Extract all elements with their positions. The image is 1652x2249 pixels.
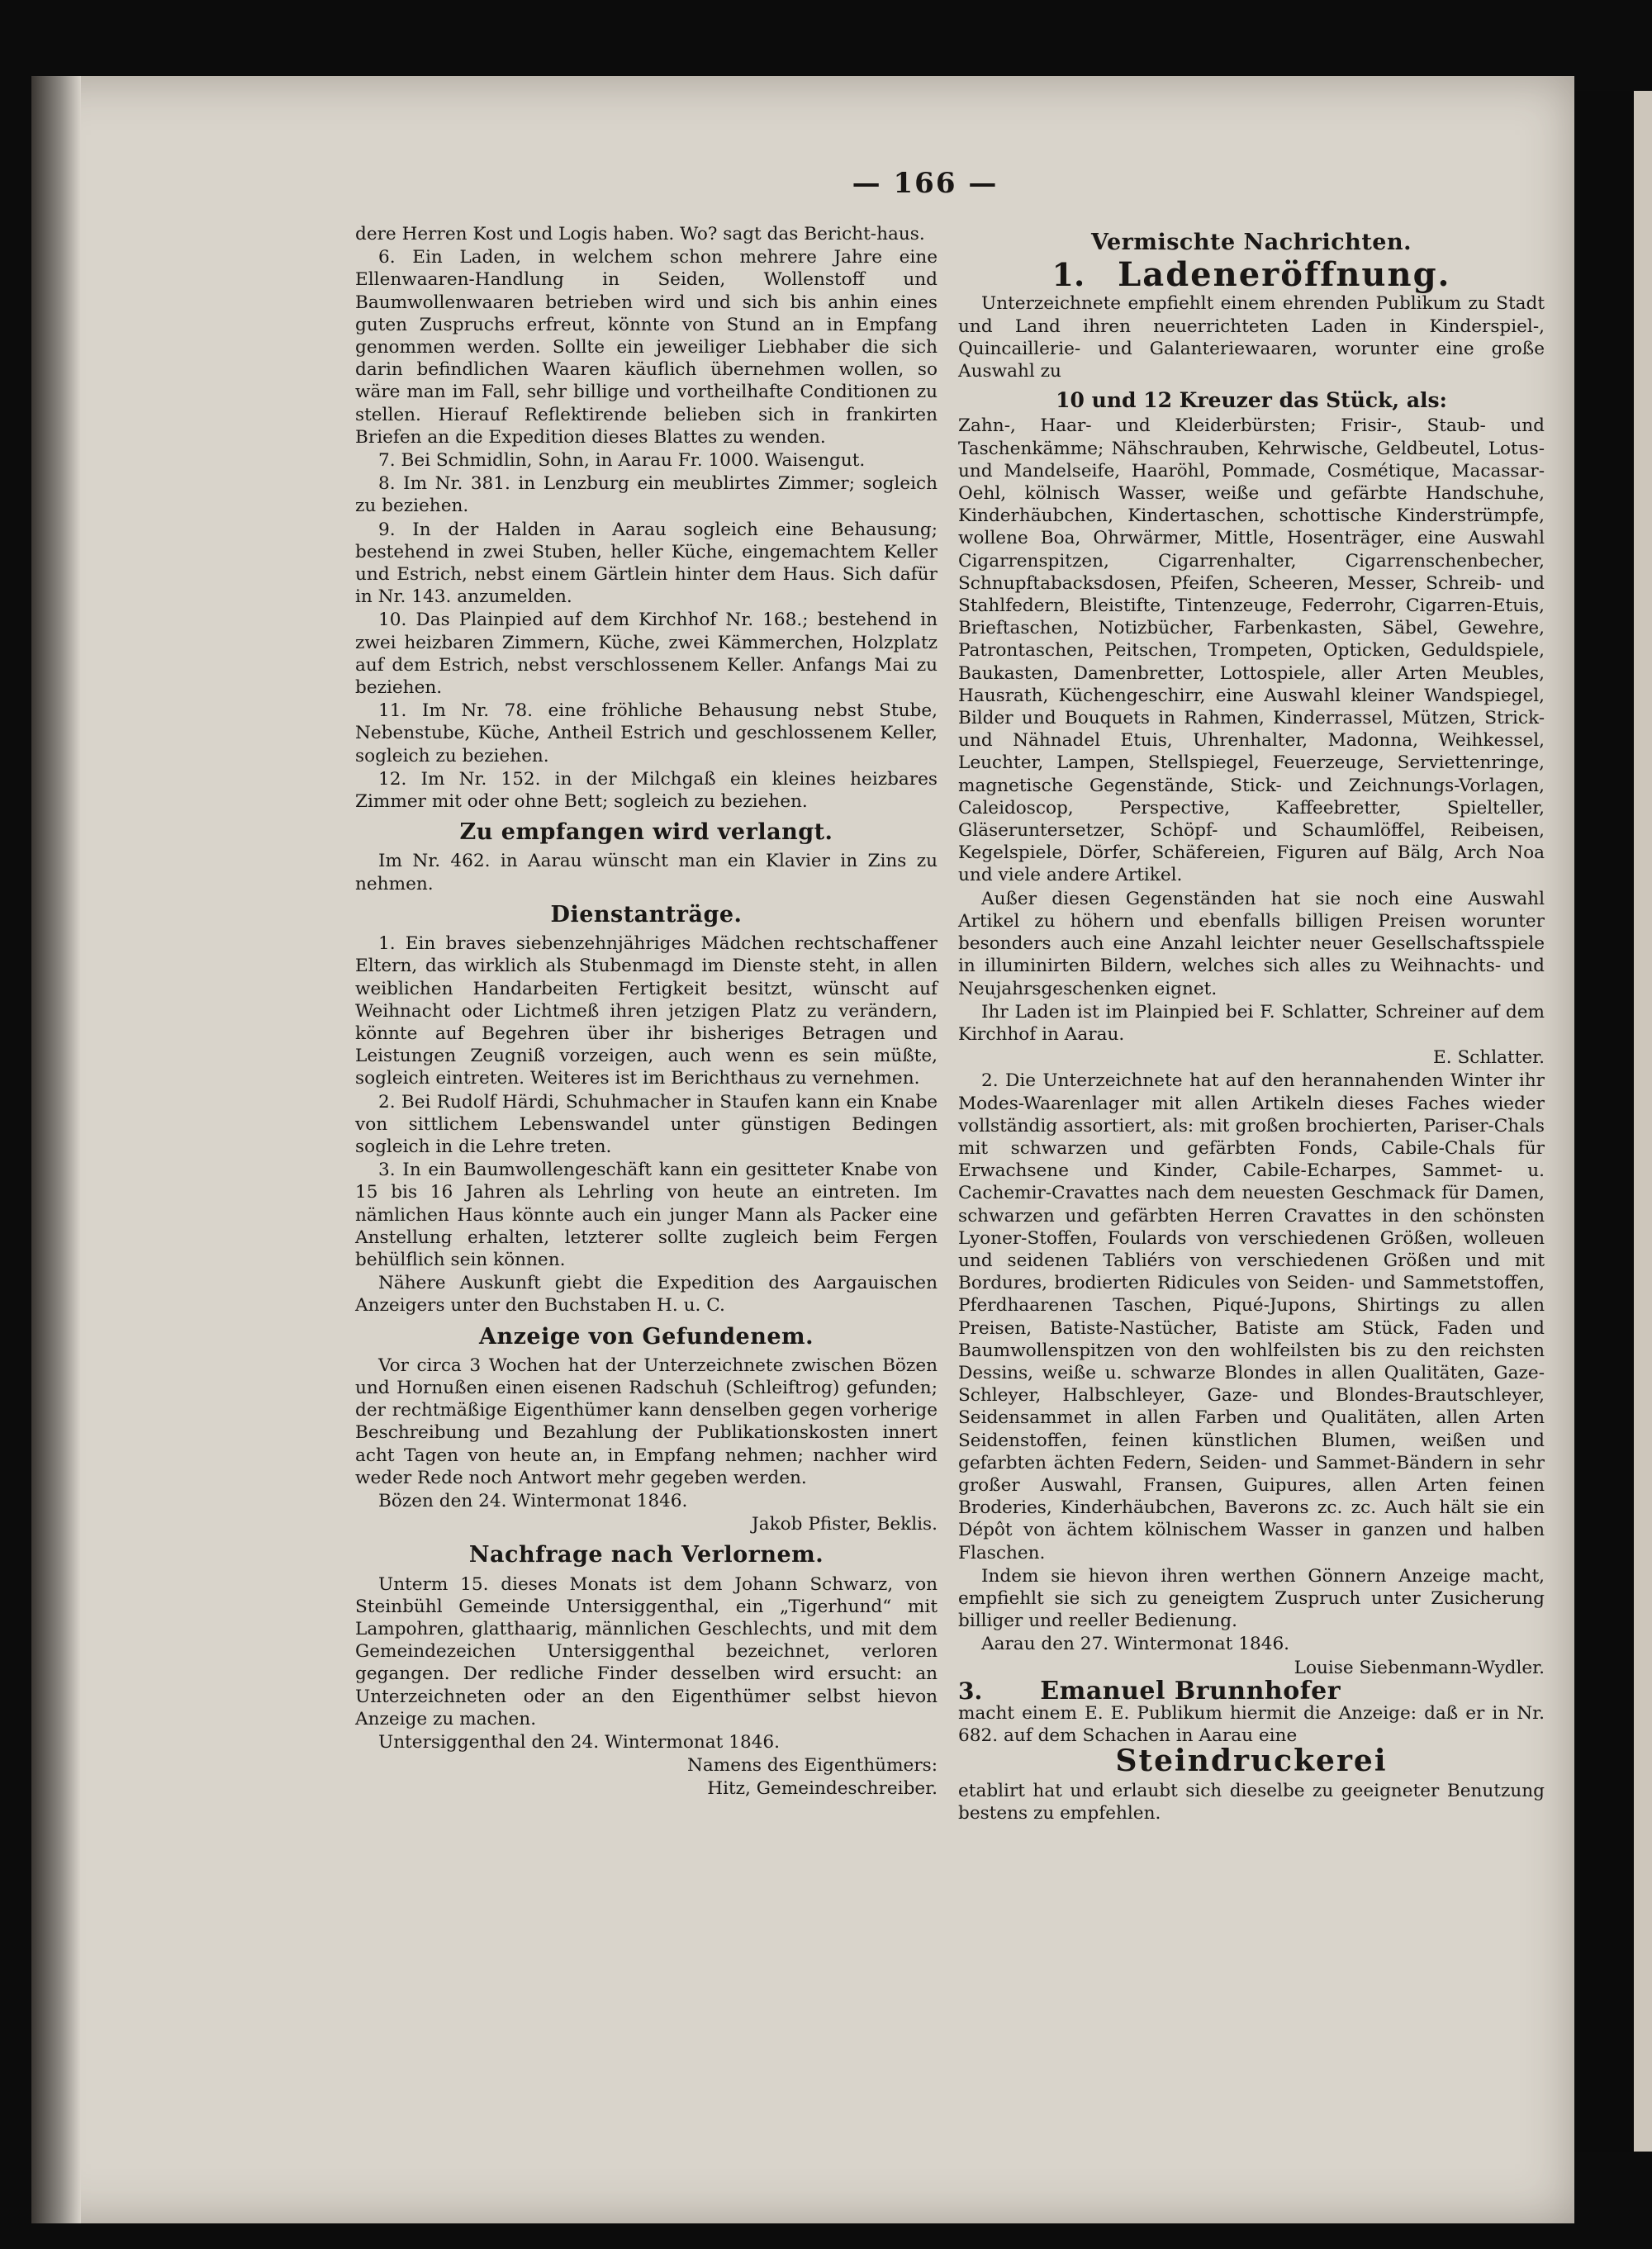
ad-item-12: 12. Im Nr. 152. in der Milchgaß ein kleines heizbares Zimmer mit oder ohne Bett; sogleich zu beziehen. [355, 768, 938, 813]
section-number-3: 3. [958, 1677, 983, 1705]
left-column [355, 223, 938, 1801]
verloren-text: Unterm 15. dieses Monats ist dem Johann Schwarz, von Steinbühl Gemeinde Untersiggenthal, ein „Tigerhund“ mit Lampohren, glatthaarig, männlichen Geschlechts, und mit dem Gemeindezeichen Untersiggenthal bezeichnet, verloren gegangen. Der redliche Finder desselben wird ersucht: an Unterzeichneten oder an den Eigenthümer selbst hievon Anzeige zu machen. [355, 1573, 938, 1729]
next-page-sliver [1634, 91, 1652, 2152]
brunnhofer-header [958, 1676, 1545, 1706]
modes-item-2: 2. Die Unterzeichnete hat auf den herannahenden Winter ihr Modes-Waarenlager mit allen Artikeln dieses Faches wieder vollständig assortiert, als: mit großen brochierten, Pariser-Chals mit schwarzen und gefärbten Fonds, Cabile-Chals für Erwachsene und Kinder, Cabile-Echarpes, Sammet- u. Cachemir-Cravattes nach dem neuesten Geschmack für Damen, schwarzen und gefärbten Herren Cravattes in den schönsten Lyoner-Stoffen, Foulards von verschiedenen Größen, wolleuen und seidenen Tabliérs von verschiedenen Größen und mit Bordures, brodierten Ridicules von Seiden- und Sammetstoffen, Pferdhaarenen Taschen, Piqué-Jupons, Shirtings zu allen Preisen, Batiste-Nastücher, Batiste am Stück, Faden und Baumwollenspitzen von den wohlfeilsten bis zu den reichsten Dessins, weiße u. schwarze Blondes in allen Qualitäten, Gaze-Schleyer, Halbschleyer, Gaze- und Blondes-Brautschleyer, Seidensammet in allen Farben und Qualitäten, allen Arten Seidenstoffen, feinen künstlichen Blumen, weißen und gefarbten ächten Federn, Seiden- und Sammet-Bändern in sehr großer Auswahl, Fransen, Guipures, allen Arten feinen Broderies, Kinderhäubchen, Baverons zc. zc. Auch hält sie ein Dépôt von ächtem kölnischem Wasser in ganzen und halben Flaschen. [958, 1070, 1545, 1563]
ad-item-8: 8. Im Nr. 381. in Lenzburg ein meublirtes Zimmer; sogleich zu beziehen. [355, 473, 938, 517]
heading-gefundenem: Anzeige von Gefundenem. [479, 1323, 814, 1350]
verloren-signature-line-2: Hitz, Gemeindeschreiber. [707, 1778, 938, 1800]
ad-item-7: 7. Bei Schmidlin, Sohn, in Aarau Fr. 1000. Waisengut. [378, 450, 866, 472]
heading-verlornem: Nachfrage nach Verlornem. [468, 1542, 824, 1568]
laden-extra: Außer diesen Gegenständen hat sie noch eine Auswahl Artikel zu höhern und ebenfalls billigen Preisen worunter besonders auch eine Anzahl leichter neuer Gesellschaftsspiele in illuminirten Bildern, welches sich alles zu Weihnachts- und Neujahrsgeschenken eignet. [958, 888, 1545, 999]
verloren-signature-line-1: Namens des Eigenthümers: [686, 1755, 938, 1777]
ad-item-9: 9. In der Halden in Aarau sogleich eine Behausung; bestehend in zwei Stuben, heller Küche, eingemachtem Keller und Estrich, nebst einem Gärtlein hinter dem Haus. Sich dafür in Nr. 143. anzumelden. [355, 519, 938, 608]
ladeneroeffnung-header [958, 255, 1545, 295]
left-intro: dere Herren Kost und Logis haben. Wo? sagt das Bericht-haus. [355, 224, 925, 244]
section-number-1: 1. [1051, 256, 1085, 294]
heading-zu-empfangen: Zu empfangen wird verlangt. [459, 819, 833, 846]
empfangen-text: Im Nr. 462. in Aarau wünscht man ein Klavier in Zins zu nehmen. [355, 851, 938, 894]
dienst-item-3: 3. In ein Baumwollengeschäft kann ein gesitteter Knabe von 15 bis 16 Jahren als Lehrling von heute an eintreten. Im nämlichen Haus könnte auch ein junger Mann als Packer eine Anstellung erhalten, letzterer sollte zugleich beim Fergen behülflich sein können. [355, 1160, 938, 1270]
laden-address: Ihr Laden ist im Plainpied bei F. Schlatter, Schreiner auf dem Kirchhof in Aarau. [958, 1001, 1545, 1045]
brunnhofer-name: Emanuel Brunnhofer [1040, 1676, 1341, 1706]
modes-closing: Indem sie hievon ihren werthen Gönnern Anzeige macht, empfiehlt sie sich zu geneigtem Zuspruch unter Zusicherung billiger und reeller Bedienung. [958, 1565, 1545, 1632]
ad-item-6: 6. Ein Laden, in welchem schon mehrere Jahre eine Ellenwaaren-Handlung in Seiden, Wollenstoff und Baumwollenwaaren betrieben wird und sich bis anhin eines guten Zuspruchs erfreut, könnte von Stund an in Empfang genommen werden. Sollte ein jeweiliger Liebhaber die sich darin befindlichen Waaren käuflich übernehmen wollen, so wäre man im Fall, sehr billige und vortheilhafte Conditionen zu stellen. Hierauf Reflektirende belieben sich in frankirten Briefen an die Expedition dieses Blattes zu wenden. [355, 247, 938, 448]
dienst-naehere-auskunft: Nähere Auskunft giebt die Expedition des Aargauischen Anzeigers unter den Buchstaben H. u. C. [355, 1273, 938, 1317]
ad-item-10: 10. Das Plainpied auf dem Kirchhof Nr. 168.; bestehend in zwei heizbaren Zimmern, Küche, zwei Kämmerchen, Holzplatz auf dem Estrich, nebst verschlossenem Keller. Anfangs Mai zu beziehen. [355, 610, 938, 699]
right-column [958, 223, 1545, 1825]
gefunden-date: Bözen den 24. Wintermonat 1846. [378, 1490, 688, 1511]
laden-item-list: Zahn-, Haar- und Kleiderbürsten; Frisir-, Staub- und Taschenkämme; Nähschrauben, Kehrwische, Geldbeutel, Lotus- und Mandelseife, Haaröhl, Pommade, Cosmétique, Macassar-Oehl, kölnisch Wasser, weiße und gefärbte Handschuhe, Kinderhäubchen, Kindertaschen, schottische Kinderstrümpfe, wollene Boa, Ohrwärmer, Mittle, Hosenträger, eine Auswahl Cigarrenspitzen, Cigarrenhalter, Cigarrenschenbecher, Schnupftabacksdosen, Pfeifen, Scheeren, Messer, Schreib- und Stahlfedern, Bleistifte, Tintenzeuge, Federrohr, Cigarren-Etuis, Brieftaschen, Notizbücher, Farbenkasten, Säbel, Gewehre, Patrontaschen, Peitschen, Trompeten, Opticken, Geduldspiele, Baukasten, Damenbretter, Lottospiele, aller Arten Meubles, Hausrath, Küchengeschirr, eine Auswahl kleiner Wandspiegel, Bilder und Bouquets in Rahmen, Kinderrassel, Mützen, Strick- und Nähnadel Etuis, Uhrenhalter, Madonna, Weihkessel, Leuchter, Lampen, Stellspiegel, Feuerzeuge, Serviettenringe, magnetische Gegenstände, Stick- und Zeichnungs-Vorlagen, Caleidoscop, Perspective, Kaffeebretter, Spielteller, Gläseruntersetzer, Schöpf- und Schaumlöffel, Reibeisen, Kegelspiele, Dörfer, Schäfereien, Figuren auf Bälg, Arch Noa und viele andere Artikel. [958, 415, 1545, 886]
verloren-date: Untersiggenthal den 24. Wintermonat 1846. [378, 1732, 781, 1753]
heading-dienstantraege: Dienstanträge. [550, 901, 743, 928]
ad-item-11: 11. Im Nr. 78. eine fröhliche Behausung nebst Stube, Nebenstube, Küche, Antheil Estrich und geschlossenem Keller, sogleich zu beziehen. [355, 700, 938, 766]
price-line: 10 und 12 Kreuzer das Stück, als: [1056, 388, 1447, 413]
modes-signature: Louise Siebenmann-Wydler. [1294, 1657, 1545, 1678]
page-number: — 166 — [852, 167, 999, 200]
brunnhofer-text: macht einem E. E. Publikum hiermit die Anzeige: daß er in Nr. 682. auf dem Schachen in Aarau eine [958, 1703, 1545, 1747]
laden-intro: Unterzeichnete empfiehlt einem ehrenden Publikum zu Stadt und Land ihren neuerrichteten Laden in Kinderspiel-, Quincaillerie- und Galanteriewaaren, worunter eine große Auswahl zu [958, 293, 1545, 382]
gefunden-signature: Jakob Pfister, Beklis. [752, 1514, 938, 1535]
gefunden-text: Vor circa 3 Wochen hat der Unterzeichnete zwischen Bözen und Hornußen einen eisenen Radschuh (Schleiftrog) gefunden; der rechtmäßige Eigenthümer kann denselben gegen vorherige Beschreibung und Bezahlung der Publikationskosten innert acht Tagen von heute an, in Empfang nehmen; nachher wird weder Rede noch Antwort mehr gegeben werden. [355, 1355, 938, 1488]
modes-date: Aarau den 27. Wintermonat 1846. [981, 1634, 1290, 1655]
book-binding-gutter [31, 76, 81, 2223]
heading-vermischte-nachrichten: Vermischte Nachrichten. [1091, 230, 1412, 255]
dienst-item-1: 1. Ein braves siebenzehnjähriges Mädchen rechtschaffener Eltern, das wirklich als Stubenmagd im Dienste steht, in allen weiblichen Handarbeiten Fertigkeit besitzt, wünscht auf Weihnacht oder Lichtmeß ihren jetzigen Platz zu verändern, könnte auf Begehren über ihr bisheriges Betragen und Leistungen Zeugniß vorzeigen, auch wenn es sein müßte, sogleich eintreten. Weiteres ist im Berichthaus zu vernehmen. [355, 933, 938, 1089]
heading-ladeneroeffnung: Ladeneröffnung. [1118, 255, 1451, 295]
brunnhofer-closing: etablirt hat und erlaubt sich dieselbe zu geeigneter Benutzung bestens zu empfehlen. [958, 1780, 1545, 1824]
dienst-item-2: 2. Bei Rudolf Härdi, Schuhmacher in Staufen kann ein Knabe von sittlichem Lebenswandel unter günstigen Bedingen sogleich in die Lehre treten. [355, 1091, 938, 1157]
laden-signature: E. Schlatter. [1432, 1047, 1545, 1069]
heading-steindruckerei: Steindruckerei [1115, 1744, 1388, 1779]
